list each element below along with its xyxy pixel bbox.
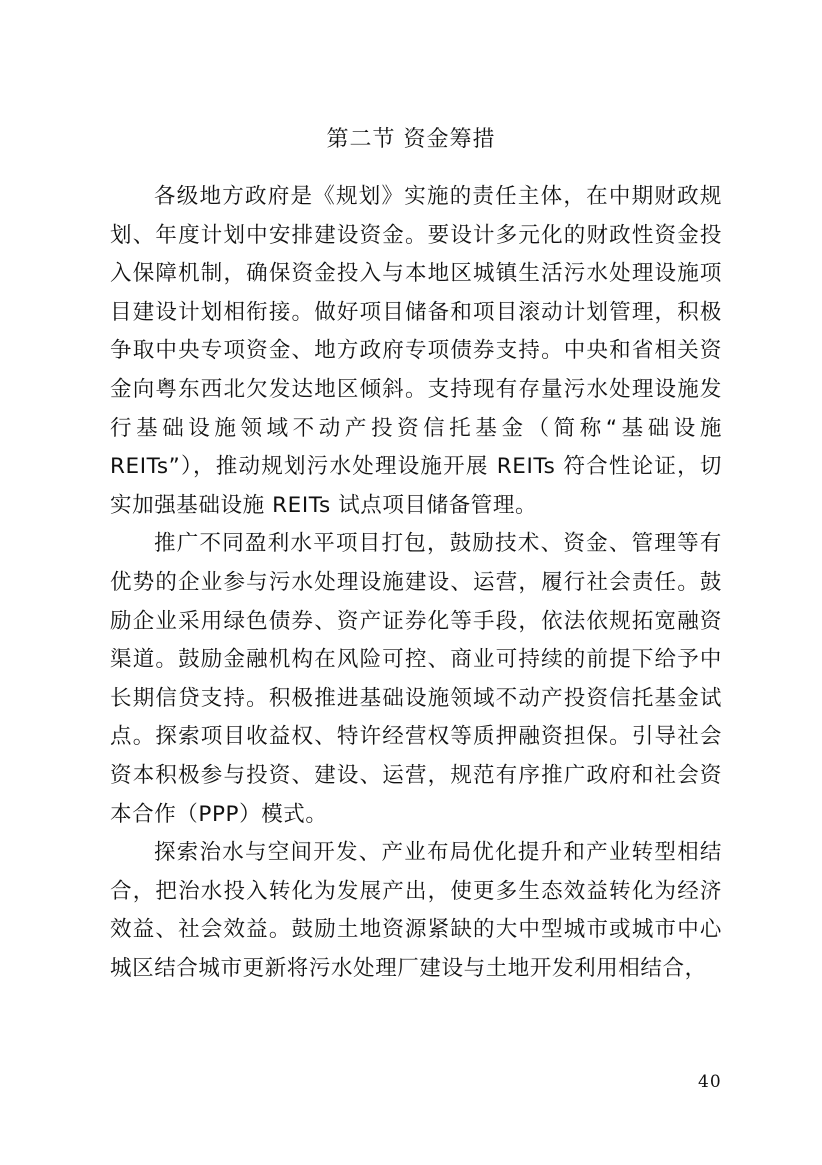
section-title: 第二节 资金筹措 [326, 127, 496, 152]
body-text [110, 178, 722, 988]
paragraph-funding-responsibility: 各级地方政府是《规划》实施的责任主体，在中期财政规划、年度计划中安排建设资金。要设计多元化的财政性资金投入保障机制，确保资金投入与本地区城镇生活污水处理设施项目建设计划相衔接。做好项目储备和项目滚动计划管理，积极争取中央专项资金、地方政府专项债券支持。中央和省相关资金向粤东西北欠发达地区倾斜。支持现有存量污水处理设施发行基础设施领域不动产投资信托基金（简称“基础设施 REITs”），推动规划污水处理设施开展 REITs 符合性论证，切实加强基础设施 REITs 试点项目储备管理。 [110, 184, 722, 518]
page-number: 40 [698, 1072, 722, 1092]
paragraph-integrated-development: 探索治水与空间开发、产业布局优化提升和产业转型相结合，把治水投入转化为发展产出，使更多生态效益转化为经济效益、社会效益。鼓励土地资源紧缺的大中型城市或城市中心城区结合城市更新将污水处理厂建设与土地开发利用相结合， [110, 840, 722, 981]
paragraph-market-financing: 推广不同盈利水平项目打包，鼓励技术、资金、管理等有优势的企业参与污水处理设施建设、运营，履行社会责任。鼓励企业采用绿色债券、资产证券化等手段，依法依规拓宽融资渠道。鼓励金融机构在风险可控、商业可持续的前提下给予中长期信贷支持。积极推进基础设施领域不动产投资信托基金试点。探索项目收益权、特许经营权等质押融资担保。引导社会资本积极参与投资、建设、运营，规范有序推广政府和社会资本合作（PPP）模式。 [110, 531, 722, 827]
